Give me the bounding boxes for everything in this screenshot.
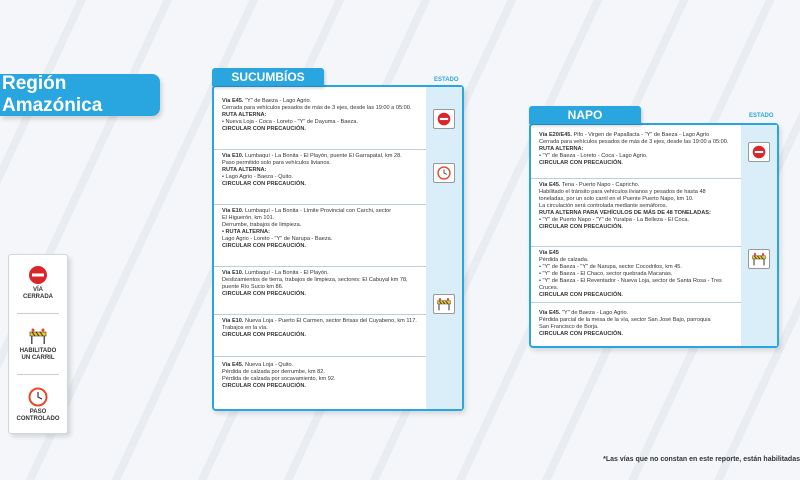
route-code: Vía E45. (539, 182, 561, 188)
footnote: *Las vías que no constan en este reporte, están habilitadas (603, 456, 800, 463)
alt-route-header: • RUTA ALTERNA: (222, 229, 421, 236)
controlled-pass-clock-icon (28, 387, 48, 407)
route-code: Vía E45. (539, 310, 561, 316)
legend-label-closed-1: VÍA (32, 287, 43, 293)
legend-item-controlled (17, 387, 60, 423)
entry-line: Cerrada para vehículos pesados de más de 3 ejes, desde las 19:00 a 05:00. (222, 105, 412, 111)
sucumbios-entry-2 (214, 150, 426, 205)
route-code: Vía E10. (222, 270, 244, 276)
bullet-line: • "Y" de Baeza - "Y" de Narupa, sector Cocodrilos, km 45. (539, 264, 736, 271)
entry-line: Paso permitido solo para vehículos livianos. (222, 160, 331, 166)
caution-text: CIRCULAR CON PRECAUCIÓN. (539, 224, 623, 230)
alt-route-header: RUTA ALTERNA: (539, 146, 584, 152)
route-name: Nueva Loja - Puerto El Carmen, sector Brisas del Cuyabeno, km 117. (243, 318, 417, 324)
status-column (426, 87, 462, 409)
napo-entry-2 (531, 179, 741, 247)
entry-line: La circulación será controlada mediante semáforos. (539, 203, 668, 209)
caution-text: CIRCULAR CON PRECAUCIÓN. (539, 160, 623, 166)
legend-label-controlled-1: PASO (29, 409, 47, 415)
entry-line: Pérdida de calzada. (539, 257, 589, 263)
sucumbios-entry-1 (214, 95, 426, 150)
alt-route-line: Lago Agrio - Loreto - "Y" de Narupa - Baeza. (222, 236, 333, 242)
alt-route-line: • Nueva Loja - Coca - Loreto - "Y" de Dayuma - Baeza. (222, 119, 421, 126)
legend-divider (17, 374, 59, 375)
entry-line: San Francisco de Borja. (539, 324, 599, 330)
legend-label-controlled-2: CONTROLADO (16, 416, 60, 422)
route-code: Vía E10. (222, 318, 244, 324)
alt-route-line: • Lago Agrio - Baeza - Quito. (222, 174, 421, 181)
alt-route-header: RUTA ALTERNA: (222, 167, 267, 173)
status-road-closed-icon (748, 142, 770, 162)
napo-entry-1 (531, 129, 741, 179)
entry-line: Pérdida parcial de la mesa de la vía, sector San José Bajo, parroquia (539, 317, 711, 323)
legend-divider (17, 313, 59, 314)
sucumbios-entry-3 (214, 205, 426, 267)
entry-line: Pérdida de calzada por socavamiento, km 92. (222, 376, 336, 382)
caution-text: CIRCULAR CON PRECAUCIÓN. (539, 292, 623, 298)
status-road-closed-icon (433, 109, 455, 129)
route-code: Vía E45. (222, 362, 244, 368)
route-code: Vía E45 (539, 250, 559, 256)
entry-line: toneladas, por un solo carril en el Puente Puerto Napo, km 10. (539, 196, 694, 202)
entry-line: Habilitado el tránsito para vehículos livianos y pesados de hasta 48 (539, 189, 706, 195)
route-name: "Y" de Baeza - Lago Agrio. (243, 98, 312, 104)
route-name: Tena - Puerto Napo - Capricho. (560, 182, 640, 188)
status-one-lane-icon (433, 294, 455, 314)
entry-line: Trabajos en la vía. (222, 325, 268, 331)
napo-panel (529, 123, 779, 348)
route-name: Lumbaquí - La Bonita - Límite Provincial con Carchi, sector (243, 208, 392, 214)
alt-route-header: RUTA ALTERNA: (222, 112, 267, 118)
route-name: "Y" de Baeza - Lago Agrio. (560, 310, 629, 316)
status-controlled-pass-icon (433, 163, 455, 183)
entry-line: puente Río Sucio km 86. (222, 284, 284, 290)
caution-text: CIRCULAR CON PRECAUCIÓN. (222, 291, 306, 297)
caution-text: CIRCULAR CON PRECAUCIÓN. (222, 126, 306, 132)
napo-estado-header: ESTADO (749, 113, 774, 119)
caution-text: CIRCULAR CON PRECAUCIÓN. (222, 332, 306, 338)
route-name: Lumbaquí - La Bonita - El Playón. (243, 270, 329, 276)
bullet-line: • "Y" de Baeza - El Reventador - Nueva Loja, sector de Santa Rosa - Tres Cruces. (539, 278, 736, 292)
route-code: Vía E10. (222, 153, 244, 159)
route-code: Vía E10. (222, 208, 244, 214)
legend-label-one-lane-2: UN CARRIL (21, 355, 55, 361)
entry-line: Derrumbe, trabajos de limpieza. (222, 222, 302, 228)
status-one-lane-icon (748, 249, 770, 269)
legend-item-closed (23, 265, 53, 301)
sucumbios-entry-4 (214, 267, 426, 315)
alt-route-line: • "Y" de Baeza - Loreto - Coca - Lago Agrio. (539, 153, 736, 160)
sucumbios-panel (212, 85, 464, 411)
alt-route-line: • "Y" de Puerto Napo - "Y" de Yuralpa - La Belleza - El Coca. (539, 217, 736, 224)
legend-item-one-lane (20, 326, 57, 362)
entry-line: Cerrada para vehículos pesados de más de 3 ejes, desde las 19:00 a 05:00. (539, 139, 729, 145)
caution-text: CIRCULAR CON PRECAUCIÓN. (539, 331, 623, 337)
napo-title: NAPO (529, 106, 641, 124)
sucumbios-entry-5 (214, 315, 426, 357)
route-name: Lumbaquí - La Bonita - El Playón, puente El Garrapatal, km 28. (243, 153, 402, 159)
caution-text: CIRCULAR CON PRECAUCIÓN. (222, 243, 306, 249)
route-code: Vía E20/E45. (539, 132, 572, 138)
entry-line: Deslizamientos de tierra, trabajos de limpieza, sectores: El Cabuyal km 78, (222, 277, 408, 283)
entry-line: El Higuerón, km 101. (222, 215, 275, 221)
sucumbios-title: SUCUMBÍOS (212, 68, 324, 86)
road-closed-icon (28, 265, 48, 285)
status-legend (8, 254, 68, 434)
caution-text: CIRCULAR CON PRECAUCIÓN. (222, 181, 306, 187)
region-title: Región Amazónica (0, 74, 160, 116)
legend-label-one-lane-1: HABILITADO (19, 348, 57, 354)
sucumbios-estado-header: ESTADO (434, 77, 459, 83)
route-name: Pifo - Virgen de Papallacta - "Y" de Baeza - Lago Agrio (571, 132, 710, 138)
alt-route-header: RUTA ALTERNA PARA VEHÍCULOS DE MÁS DE 48 TONELADAS: (539, 210, 711, 216)
napo-entry-4 (531, 307, 741, 347)
route-code: Vía E45. (222, 98, 244, 104)
caution-text: CIRCULAR CON PRECAUCIÓN. (222, 383, 306, 389)
one-lane-barrier-icon (28, 326, 48, 346)
bullet-line: • "Y" de Baeza - El Chaco, sector quebrada Macanas. (539, 271, 736, 278)
route-name: Nueva Loja - Quito. (243, 362, 294, 368)
sucumbios-entry-6 (214, 359, 426, 403)
entry-line: Pérdida de calzada por derrumbe, km 82. (222, 369, 325, 375)
legend-label-closed-2: CERRADA (23, 294, 53, 300)
napo-entry-3 (531, 247, 741, 303)
